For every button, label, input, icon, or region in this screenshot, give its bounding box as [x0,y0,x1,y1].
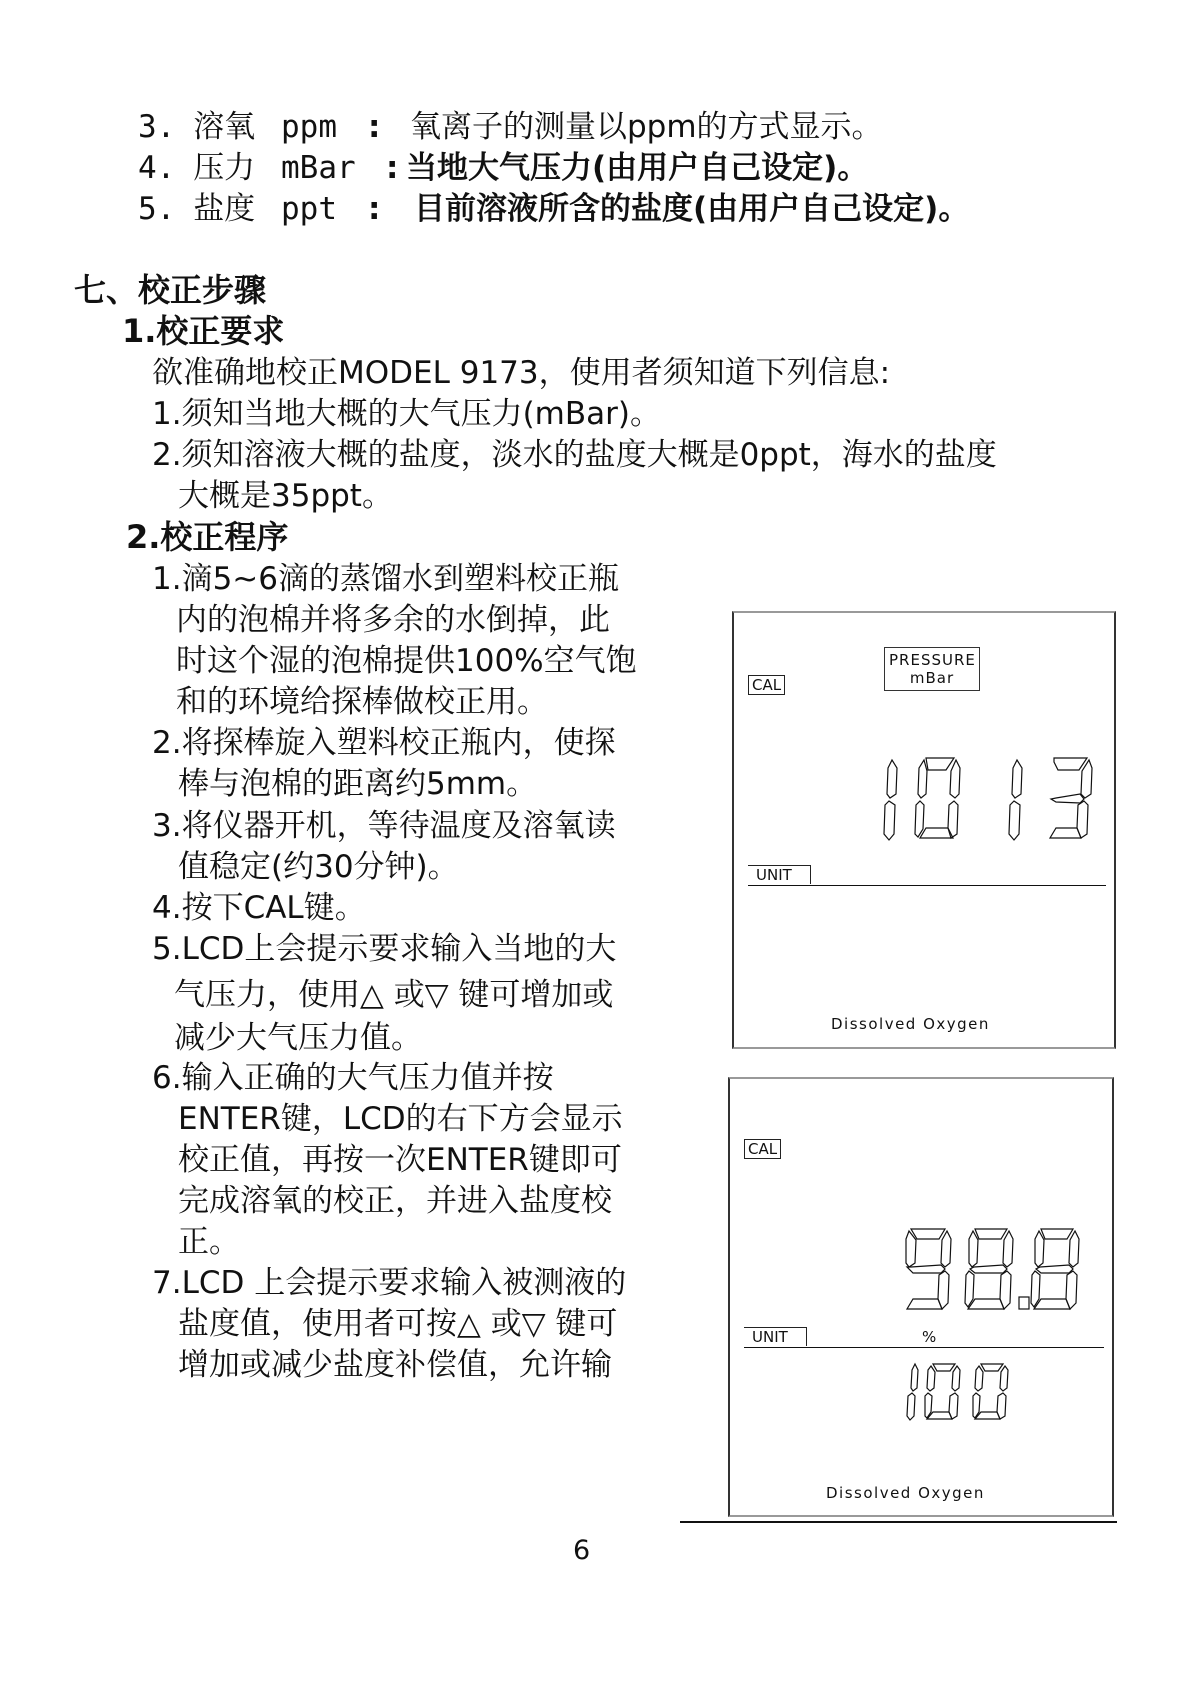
def-desc: 当地大气压力(由用户自己设定)。 [406,150,869,186]
def-term: 盐度 [193,191,256,227]
pressure-indicator [884,647,980,691]
procedure-line: 时这个湿的泡棉提供100%空气饱 [176,643,637,679]
procedure-line: 棒与泡棉的距离约5mm。 [178,766,538,802]
procedure-line: 校正值，再按一次ENTER键即可 [178,1142,622,1178]
procedure-line: 内的泡棉并将多余的水倒掉，此 [176,602,610,638]
lcd-pressure-display [732,611,1116,1049]
procedure-line: 完成溶氧的校正，并进入盐度校 [178,1183,612,1219]
lcd-divider [748,885,1106,886]
def-term: 压力 [193,150,256,186]
unit-symbol: % [922,1328,937,1346]
procedure-line: 增加或减少盐度补偿值，允许输 [178,1347,612,1383]
definition-ppt [138,189,970,229]
def-term: 溶氧 [193,109,256,145]
figure-bottom-rule [680,1521,1117,1523]
def-num: 5. [138,191,176,227]
procedure-line: 1.滴5~6滴的蒸馏水到塑料校正瓶 [152,561,619,597]
def-num: 3. [138,109,176,145]
pressure-label: PRESSURE [889,651,976,669]
lcd-main-value [884,758,1104,848]
cal-indicator: CAL [744,1139,781,1159]
requirements-intro: 欲准确地校正MODEL 9173，使用者须知道下列信息: [152,355,891,391]
def-sep: : [368,109,381,145]
procedure-line: 和的环境给探棒做校正用。 [176,684,548,720]
pressure-unit: mBar [909,669,955,687]
procedure-line: 值稳定(约30分钟)。 [178,849,459,885]
procedure-line: 正。 [178,1224,240,1260]
procedure-line: 5.LCD上会提示要求输入当地的大 [152,931,617,967]
procedure-line: 4.按下CAL键。 [152,890,366,926]
requirement-item-2-cont: 大概是35ppt。 [178,478,393,514]
procedure-line: 减少大气压力值。 [174,1020,422,1056]
def-desc: 目前溶液所含的盐度(由用户自己设定)。 [414,191,970,227]
procedure-line: ENTER键，LCD的右下方会显示 [178,1101,623,1137]
section-title: 七、校正步骤 [74,271,267,309]
procedure-line: 7.LCD 上会提示要求输入被测液的 [152,1265,627,1301]
procedure-line: 2.将探棒旋入塑料校正瓶内，使探 [152,725,616,761]
lcd-calibration-display [728,1077,1114,1517]
definition-ppm [138,107,883,147]
procedure-line: 气压力，使用△ 或▽ 键可增加或 [174,977,614,1013]
cal-indicator: CAL [748,675,785,695]
def-desc: 氧离子的测量以ppm的方式显示。 [410,109,883,145]
page-number: 6 [573,1535,591,1566]
lcd-main-value [905,1229,1095,1314]
procedure-line: 3.将仪器开机，等待温度及溶氧读 [152,808,616,844]
unit-indicator: UNIT [748,865,811,884]
unit-indicator: UNIT [744,1327,807,1346]
lcd-sub-value [907,1364,1017,1422]
procedure-line: 6.输入正确的大气压力值并按 [152,1060,554,1096]
lcd-caption: Dissolved Oxygen [831,1015,990,1033]
lcd-divider [744,1347,1104,1348]
subsection-procedure-title: 2.校正程序 [126,518,289,556]
requirement-item-2: 2.须知溶液大概的盐度，淡水的盐度大概是0ppt，海水的盐度 [152,437,997,473]
def-unit: ppt [281,191,337,227]
procedure-line: 盐度值，使用者可按△ 或▽ 键可 [178,1306,618,1342]
def-sep: : [386,150,399,186]
subsection-requirements-title: 1.校正要求 [122,312,285,350]
def-unit: mBar [281,150,356,186]
definition-mbar [138,148,869,188]
requirement-item-1: 1.须知当地大概的大气压力(mBar)。 [152,396,661,432]
def-unit: ppm [281,109,337,145]
def-sep: : [368,191,381,227]
lcd-caption: Dissolved Oxygen [826,1484,985,1502]
def-num: 4. [138,150,176,186]
